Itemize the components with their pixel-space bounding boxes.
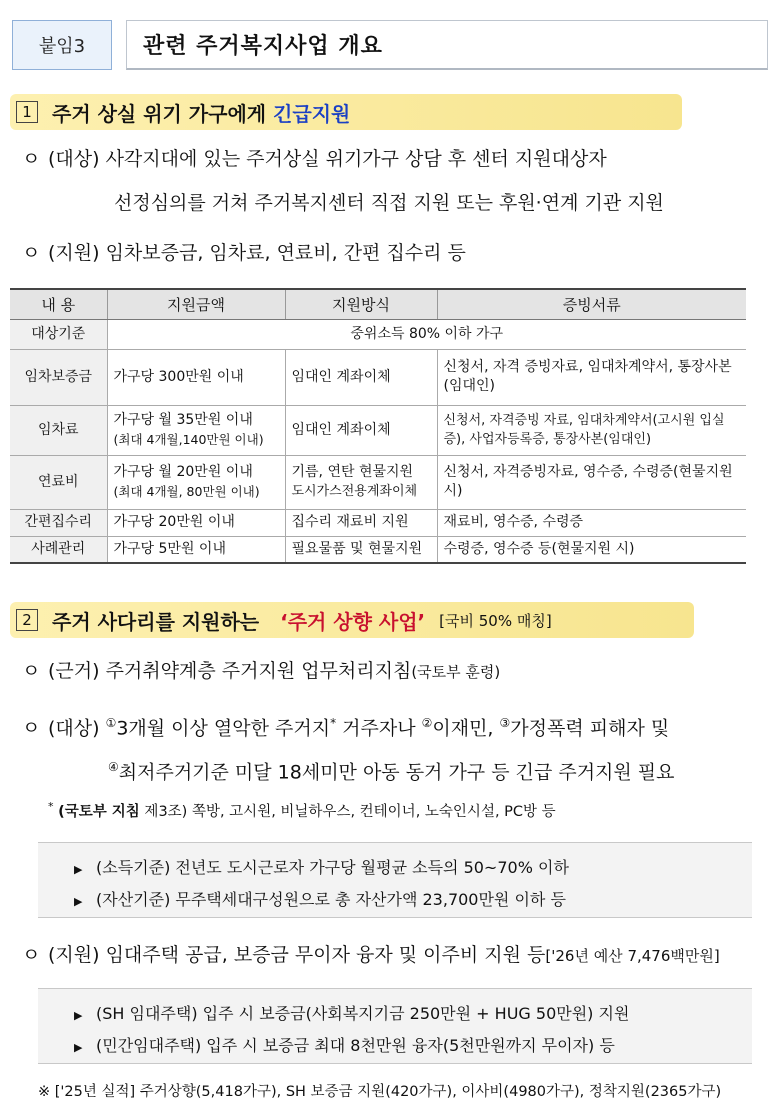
section1-support <box>22 240 466 266</box>
amount-cell: 가구당 5만원 이내 <box>107 536 285 563</box>
footnote-text: 제3조) 쪽방, 고시원, 비닐하우스, 컨테이너, 노숙인시설, PC방 등 <box>139 804 556 820</box>
basis-text: (근거) 주거취약계층 주거지원 업무처리지침 <box>48 660 412 682</box>
section1-title-highlight: 긴급지원 <box>273 101 351 126</box>
target-item-1: 3개월 이상 열악한 주거지 <box>116 717 331 740</box>
footnote-star: * <box>330 716 337 730</box>
circled-number: ③ <box>499 716 511 730</box>
bullet-symbol: ㅇ <box>22 944 41 966</box>
program-text: (민간임대주택) 입주 시 보증금 최대 8천만원 융자(5천만원까지 무이자) 등 <box>96 1036 615 1055</box>
section1-heading <box>10 94 682 130</box>
target-item-3: 가정폭력 피해자 및 <box>510 717 670 740</box>
section2-title-highlight: ‘주거 상향 사업’ <box>280 609 426 634</box>
docs-cell: 신청서, 자격증빙자료, 영수증, 수령증(현물지원 시) <box>437 455 746 509</box>
table-row <box>10 405 746 455</box>
amount-cell <box>107 405 285 455</box>
method-cell <box>285 405 437 455</box>
section2-target-line2 <box>108 754 675 785</box>
row-label: 대상기준 <box>10 319 107 349</box>
method-cell: 필요물품 및 현물지원 <box>285 536 437 563</box>
support-table <box>10 288 746 564</box>
method: 임대인 계좌이체 <box>291 368 391 385</box>
amount-cell: 가구당 20만원 이내 <box>107 509 285 536</box>
method-cell <box>285 455 437 509</box>
method: 임대인 계좌이체 <box>291 421 391 438</box>
program-item <box>74 1001 629 1024</box>
target-item-1b: 거주자나 <box>336 717 422 740</box>
triangle-bullet-icon: ▶ <box>74 895 83 908</box>
footnote-source: (국토부 지침 <box>58 804 140 820</box>
support-budget-note: ['26년 예산 7,476백만원] <box>545 947 720 965</box>
section2-target <box>22 710 669 741</box>
amount-cell <box>107 455 285 509</box>
method-note: 도시가스전용계좌이체 <box>291 484 418 499</box>
criteria-text: (자산기준) 무주택세대구성원으로 총 자산가액 23,700만원 이하 등 <box>96 890 566 909</box>
row-label: 사례관리 <box>10 536 107 563</box>
performance-note: ※ ['25년 실적] 주거상향(5,418가구), SH 보증금 지원(420가구), 이사비(4980가구), 정착지원(2365가구) <box>38 1084 722 1100</box>
support-text: (지원) 임대주택 공급, 보증금 무이자 융자 및 이주비 지원 등 <box>48 944 546 966</box>
section1-support-text: (지원) 임차보증금, 임차료, 연료비, 간편 집수리 등 <box>48 242 466 264</box>
section2-basis <box>22 658 500 685</box>
amount: 가구당 300만원 이내 <box>113 368 244 385</box>
amount-note: (최대 4개월, 80만원 이내) <box>113 484 260 499</box>
section2-funding-note: [국비 50% 매칭] <box>439 611 552 630</box>
bullet-symbol: ㅇ <box>22 242 41 264</box>
method: 기름, 연탄 현물지원 <box>291 464 414 480</box>
footnote-mark: * <box>48 800 54 813</box>
docs-cell: 수령증, 영수증 등(현물지원 시) <box>437 536 746 563</box>
target-footnote <box>48 800 556 821</box>
criteria-item <box>74 887 566 910</box>
program-text: (SH 임대주택) 입주 시 보증금(사회복지기금 250만원 + HUG 50만원) 지원 <box>96 1004 630 1023</box>
program-item <box>74 1033 615 1056</box>
section2-heading <box>10 602 694 638</box>
table-header: 내 용 <box>10 289 107 319</box>
table-header-row <box>10 289 746 319</box>
row-label: 임차보증금 <box>10 349 107 405</box>
circled-number: ① <box>105 716 117 730</box>
section1-target <box>22 146 607 172</box>
docs-cell: 재료비, 영수증, 수령증 <box>437 509 746 536</box>
table-header: 증빙서류 <box>437 289 746 319</box>
amount: 가구당 월 35만원 이내 <box>113 412 253 428</box>
table-header: 지원금액 <box>107 289 285 319</box>
section1-target-line1: (대상) 사각지대에 있는 주거상실 위기가구 상담 후 센터 지원대상자 <box>48 148 607 170</box>
criteria-item <box>74 855 569 878</box>
attachment-badge: 붙임3 <box>12 20 112 70</box>
amount: 가구당 월 20만원 이내 <box>113 464 253 480</box>
row-label: 연료비 <box>10 455 107 509</box>
target-label: (대상) <box>48 717 106 740</box>
basis-note: (국토부 훈령) <box>411 663 501 681</box>
page-header <box>12 18 768 72</box>
bullet-symbol: ㅇ <box>22 717 41 740</box>
section2-title: 주거 사다리를 지원하는 <box>52 609 267 634</box>
target-item-4: 최저주거기준 미달 18세미만 아동 동거 가구 등 긴급 주거지원 필요 <box>118 761 675 784</box>
section2-support <box>22 942 720 969</box>
table-row <box>10 349 746 405</box>
section2-number: 2 <box>16 609 38 631</box>
page-title: 관련 주거복지사업 개요 <box>126 20 768 70</box>
amount-cell <box>107 349 285 405</box>
row-label: 임차료 <box>10 405 107 455</box>
criteria-box <box>38 842 752 918</box>
circled-number: ④ <box>108 760 119 774</box>
row-label: 간편집수리 <box>10 509 107 536</box>
method-cell: 집수리 재료비 지원 <box>285 509 437 536</box>
docs-cell: 신청서, 자격증빙 자료, 임대차계약서(고시원 입실증), 사업자등록증, 통장사본(임대인) <box>437 405 746 455</box>
section1-title: 주거 상실 위기 가구에게 <box>52 101 274 126</box>
table-row <box>10 509 746 536</box>
programs-box <box>38 988 752 1064</box>
amount-note: (최대 4개월,140만원 이내) <box>113 432 264 447</box>
triangle-bullet-icon: ▶ <box>74 1009 83 1022</box>
bullet-symbol: ㅇ <box>22 660 41 682</box>
eligibility-value: 중위소득 80% 이하 가구 <box>107 319 746 349</box>
bullet-symbol: ㅇ <box>22 148 41 170</box>
docs-cell: 신청서, 자격 증빙자료, 임대차계약서, 통장사본(임대인) <box>437 349 746 405</box>
target-item-2: 이재민, <box>432 717 500 740</box>
table-header: 지원방식 <box>285 289 437 319</box>
criteria-text: (소득기준) 전년도 도시근로자 가구당 월평균 소득의 50~70% 이하 <box>96 858 569 877</box>
section1-number: 1 <box>16 101 38 123</box>
triangle-bullet-icon: ▶ <box>74 863 83 876</box>
circled-number: ② <box>421 716 433 730</box>
triangle-bullet-icon: ▶ <box>74 1041 83 1054</box>
table-row <box>10 455 746 509</box>
table-row <box>10 536 746 563</box>
table-row <box>10 319 746 349</box>
method-cell <box>285 349 437 405</box>
section1-target-line2: 선정심의를 거쳐 주거복지센터 직접 지원 또는 후원·연계 기관 지원 <box>114 192 664 214</box>
